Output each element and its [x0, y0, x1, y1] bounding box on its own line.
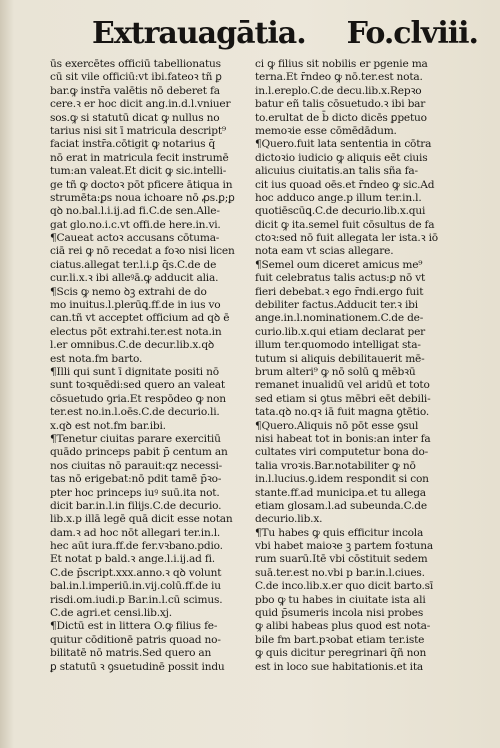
text-line: tas nō erigebat:nō pdit tamē p̄ꝛo-: [50, 473, 222, 486]
text-line: dicit ꝙ ita.semel fuit cōsultus de fa: [255, 218, 435, 231]
text-line: fuit celebratus talis actus:ꝑ nō vt: [255, 272, 426, 285]
text-line: ꝙ alibi habeas plus quod est nota-: [255, 620, 431, 633]
text-line: ꝙ quis dicitur peregrinari q̄ñ non: [255, 647, 427, 660]
text-line: mo inuitus.l.plerūꝗ.ff.de in ius vo: [50, 299, 221, 312]
text-line: rum suarū.Itē vbi cōstituit sedem: [255, 553, 428, 566]
text-line: ¶Tu habes ꝙ quis efficitur incola: [255, 526, 424, 539]
text-line: hec aūt iura.ff.de fer.vꝛbano.pdio.: [50, 540, 223, 553]
text-line: terna.Et r̄ndeo ꝙ nō.ter.est nota.: [255, 71, 423, 84]
text-line: bile fm bart.pꝛobat etiam ter.iste: [255, 633, 425, 646]
text-line: dicit bar.in.l.in filijs.C.de decurio.: [50, 499, 222, 512]
text-line: risdi.om.iudi.p Bar.in.l.cū scimus.: [50, 593, 223, 606]
text-line: nō erat in matricula fecit instrumē: [50, 151, 229, 164]
text-column-left: [50, 58, 246, 674]
text-line: sunt toꝛquēdi:sed quero an valeat: [50, 379, 225, 392]
text-line: ¶Quero.Aliquis nō pōt esse ꝯsul: [255, 419, 419, 432]
text-line: in.l.lucius.ꝯ.idem respondit si con: [255, 473, 429, 486]
text-line: tarius nisi sit ī matricula descript⁹: [50, 124, 226, 137]
text-line: bal.in.l.imperiū.in.vij.colū.ff.de iu: [50, 580, 221, 593]
running-title: Extrauagātia.: [92, 16, 306, 51]
text-line: ūs exercētes officiū tabellionatus: [50, 58, 221, 70]
text-line: bar.ꝙ instr̄a valētis nō deberet fa: [50, 84, 220, 97]
text-line: pbo ꝙ tu habes in ciuitate ista ali: [255, 593, 426, 606]
folio-number: Fo.clviii.: [346, 16, 478, 51]
text-line: brum alteri⁹ ꝙ nō solū ꝗ mēbꝛū: [255, 365, 416, 378]
text-line: quotiēscūꝗ.C.de decurio.lib.x.qui: [255, 205, 426, 218]
text-line: nisi habeat tot in bonis:an inter fa: [255, 432, 431, 445]
text-line: quādo princeps pabit p̄ centum an: [50, 446, 228, 459]
text-line: est nota.fm barto.: [50, 352, 143, 365]
text-line: curio.lib.x.qui etiam declarat per: [255, 325, 426, 338]
text-line: ange.in.l.nominationem.C.de de-: [255, 312, 424, 325]
text-line: ¶Scis ꝙ nemo ꝺꝫ extrahi de do: [50, 285, 207, 298]
text-column-right: [255, 58, 477, 674]
text-line: dam.ꝛ ad hoc nōt allegari ter.in.l.: [50, 526, 221, 539]
text-line: quid p̄sumeris incola nisi probes: [255, 607, 424, 620]
text-line: suā.ter.est no.vbi p bar.in.l.ciues.: [255, 566, 425, 579]
text-line: x.qꝺ est not.fm bar.ibi.: [50, 419, 166, 432]
text-line: in.l.ereplo.C.de decu.lib.x.Repꝛo: [255, 84, 422, 97]
text-line: tutum si aliquis debilitauerit mē-: [255, 352, 425, 365]
text-line: etiam glosam.l.ad subeunda.C.de: [255, 499, 427, 512]
text-line: cit ius quoad oēs.et r̄ndeo ꝙ sic.Ad: [255, 178, 435, 191]
text-line: can.tñ vt acceptet officium ad qꝺ ē: [50, 312, 230, 325]
text-line: fieri debebat.ꝛ ego r̄ndi.ergo fuit: [255, 285, 424, 298]
text-line: hoc adduco ange.p illum ter.in.l.: [255, 191, 422, 204]
text-line: cultates viri computetur bona do-: [255, 446, 429, 459]
text-line: ¶Quero.fuit lata sententia in cōtra: [255, 138, 432, 151]
text-line: ci ꝙ filius sit nobilis er pgenie ma: [255, 58, 428, 70]
text-line: cū sit vile officiū:vt ibi.fateoꝛ tñ ꝑ: [50, 71, 222, 84]
text-line: to.erultat de b̄ dicto dicēs ꝑpetuo: [255, 111, 427, 124]
text-line: nota eam vt scias allegare.: [255, 245, 394, 258]
running-header: [92, 16, 478, 56]
text-line: lib.x.p illā legē quā dicit esse notan: [50, 513, 233, 526]
text-line: Et notat p bald.ꝛ ange.l.i.ij.ad fi.: [50, 553, 215, 566]
text-line: sed etiam si ꝯtus mēbri eēt debili-: [255, 392, 431, 405]
text-line: tum:an valeat.Et dicit ꝙ sic.intelli-: [50, 165, 227, 178]
text-line: cur.li.x.ꝛ ibi alleꝰā.ꝙ adducit alia.: [50, 272, 219, 285]
text-line: C.de p̄script.xxx.anno.ꝛ qꝺ volunt: [50, 566, 222, 579]
text-line: illum ter.quomodo intelligat sta-: [255, 339, 421, 352]
text-line: bilitatē nō matris.Sed quero an: [50, 647, 212, 660]
text-line: ¶Tenetur ciuitas parare exercitiū: [50, 432, 221, 445]
text-line: ciatus.allegat ter.l.i.ꝑ q̄s.C.de de: [50, 258, 217, 271]
text-line: ge tñ ꝙ doctoꝛ pōt pficere ātiqua in: [50, 178, 233, 191]
text-line: cōsuetudo ꝯria.Et respōdeo ꝙ non: [50, 392, 226, 405]
text-line: talia vroꝛis.Bar.notabiliter ꝙ nō: [255, 459, 416, 472]
text-line: batur eñ talis cōsuetudo.ꝛ ibi bar: [255, 98, 426, 111]
text-line: cere.ꝛ er hoc dicit ang.in.d.l.vniuer: [50, 98, 231, 111]
text-line: ¶Dictū est in littera O.ꝙ filius fe-: [50, 620, 218, 633]
text-line: decurio.lib.x.: [255, 513, 323, 526]
text-line: l.er omnibus.C.de decur.lib.x.qꝺ: [50, 339, 215, 352]
text-line: remanet inualidū vel aridū et toto: [255, 379, 430, 392]
text-line: debiliter factus.Adducit ter.ꝛ ibi: [255, 299, 418, 312]
text-line: faciat instr̄a.cōtigit ꝙ notarius q̄: [50, 138, 216, 151]
text-line: ¶Semel oum diceret amicus me⁹: [255, 258, 423, 271]
text-line: alicuius ciuitatis.an talis sña fa-: [255, 165, 418, 178]
text-line: ¶Caueat actoꝛ accusans cōtuma-: [50, 232, 220, 245]
text-line: sos.ꝙ si statutū dicat ꝙ nullus no: [50, 111, 220, 124]
text-line: tata.qꝺ no.qꝛ iā fuit magna ꝯtētio.: [255, 406, 429, 419]
text-line: est in loco sue habitationis.et ita: [255, 660, 424, 673]
text-line: dictoꝛio iudicio ꝙ aliquis eēt ciuis: [255, 151, 428, 164]
text-line: ciā rei ꝙ nō recedat a foꝛo nisi licen: [50, 245, 235, 258]
text-line: electus pōt extrahi.ter.est nota.in: [50, 325, 222, 338]
text-line: ctoꝛ:sed nō fuit allegata ler ista.ꝛ iō: [255, 232, 438, 245]
text-line: pter hoc princeps iuꝰ suū.ita not.: [50, 486, 220, 499]
text-line: ¶Illi qui sunt ī dignitate positi nō: [50, 365, 219, 378]
text-line: quitur cōditionē patris quoad no-: [50, 633, 221, 646]
text-line: stante.ff.ad municipa.et tu allega: [255, 486, 426, 499]
text-line: memoꝛie esse cōmēdādum.: [255, 124, 397, 137]
text-line: strumēta:ꝑs noua ichoare nō ꝓs.ꝑ;ꝑ: [50, 191, 235, 204]
text-line: vbi habet maioꝛe ꝫ partem foꝛtuna: [255, 540, 433, 553]
text-line: C.de inco.lib.x.er quo dicit barto.sī: [255, 580, 434, 593]
text-line: nos ciuitas nō parauit:qz necessi-: [50, 459, 223, 472]
text-line: ꝑ statutū ꝛ ꝯsuetudinē possit indu: [50, 660, 225, 673]
text-line: gat glo.no.i.c.vt offi.de here.in.vi.: [50, 218, 221, 231]
text-line: ter.est no.in.l.oēs.C.de decurio.li.: [50, 406, 220, 419]
text-line: C.de agri.et censi.lib.xj.: [50, 607, 172, 620]
text-line: qꝺ no.bal.l.i.ij.ad fi.C.de sen.Alle-: [50, 205, 220, 218]
